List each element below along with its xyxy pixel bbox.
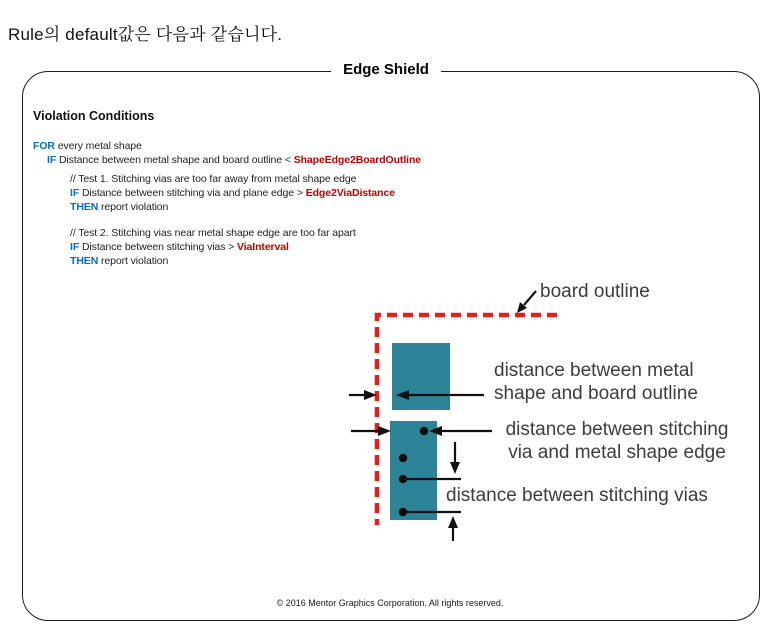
board-outline-label: board outline	[540, 281, 650, 302]
code-segment: IF	[70, 187, 82, 199]
metal-shape-distance-label	[494, 359, 698, 405]
code-segment: // Test 2. Stitching vias near metal shape edge are too far apart	[70, 227, 356, 239]
code-segment: ViaInterval	[237, 241, 289, 253]
code-line	[70, 186, 421, 200]
copyright-text: © 2016 Mentor Graphics Corporation. All rights reserved.	[276, 598, 504, 608]
section-heading: Violation Conditions	[33, 109, 155, 123]
code-line	[33, 139, 421, 153]
intro-text: Rule의 default값은 다음과 같습니다.	[8, 25, 283, 44]
code-segment: Distance between stitching vias >	[81, 241, 238, 253]
via-interval-label: distance between stitching vias	[446, 485, 708, 506]
label-line: distance between stitching	[505, 419, 729, 440]
label-line: distance between metal	[494, 360, 694, 381]
code-line	[70, 200, 421, 214]
code-segment: Distance between metal shape and board outline <	[58, 154, 294, 166]
code-segment: report violation	[101, 255, 169, 267]
code-group	[33, 226, 421, 268]
code-line	[70, 226, 421, 240]
code-segment: // Test 1. Stitching vias are too far away from metal shape edge	[70, 173, 357, 185]
code-segment: FOR	[33, 140, 58, 152]
code-group	[33, 139, 421, 167]
code-segment: ShapeEdge2BoardOutline	[293, 154, 422, 166]
code-segment: every metal shape	[57, 140, 142, 152]
code-segment: Edge2ViaDistance	[305, 187, 395, 199]
code-line	[47, 153, 421, 167]
code-line	[70, 240, 421, 254]
label-line: via and metal shape edge	[508, 442, 726, 463]
code-segment: IF	[70, 241, 82, 253]
panel-title: Edge Shield	[331, 61, 441, 78]
code-segment: THEN	[70, 201, 102, 213]
code-segment: Distance between stitching via and plane edge >	[81, 187, 306, 199]
code-segment: THEN	[70, 255, 102, 267]
label-line: shape and board outline	[494, 383, 698, 404]
code-line	[70, 172, 421, 186]
code-group	[33, 172, 421, 214]
code-line	[70, 254, 421, 268]
code-segment: IF	[47, 154, 59, 166]
stitching-via-distance-label	[489, 418, 745, 464]
code-segment: report violation	[101, 201, 169, 213]
pseudo-code-block	[33, 139, 421, 268]
